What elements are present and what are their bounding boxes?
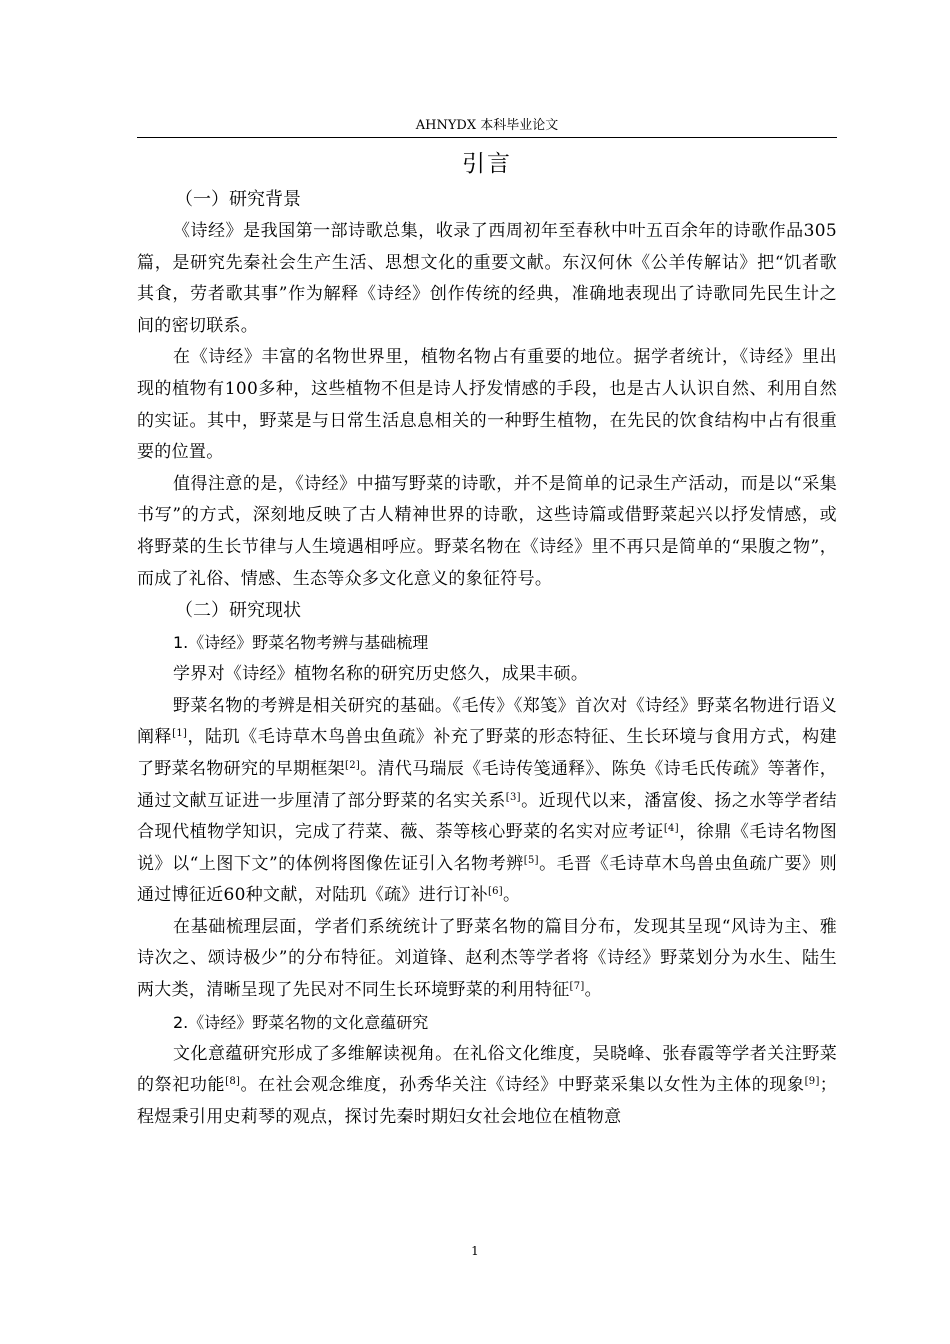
paragraph: 《诗经》是我国第一部诗歌总集，收录了西周初年至春秋中叶五百余年的诗歌作品305篇，是研究先秦社会生产生活、思想文化的重要文献。东汉何休《公羊传解诂》把“饥者歌其食，劳者歌其事”作为解释《诗经》创作传统的经典，准确地表现出了诗歌同先民生计之间的密切联系。 [137, 221, 837, 336]
citation-ref: [2] [345, 759, 361, 771]
text-run: ；程煜秉引用史莉琴的观点，探讨先秦时期妇女社会地位在植物意 [137, 1075, 837, 1127]
text-run: 。毛晋《毛诗草木鸟兽虫鱼疏广要》则通过博征近60种文献，对陆玑《疏》进行订补 [137, 853, 837, 906]
text-run: 在基础梳理层面，学者们系统统计了野菜名物的篇目分布，发现其呈现“风诗为主、雅诗次之、颂诗极少”的分布特征。刘道锋、赵利杰等学者将《诗经》野菜划分为水生、陆生两大类，清晰呈现了先民对不同生长环境野菜的利用特征 [137, 916, 837, 1001]
paragraph [137, 912, 837, 1007]
text-run: 文化意蕴研究形成了多维解读视角。在礼俗文化维度，吴晓峰、张春霞等学者关注野菜的祭祀功能 [137, 1043, 837, 1096]
paragraph [137, 1039, 837, 1134]
citation-ref: [7] [569, 981, 585, 993]
paragraph: 在《诗经》丰富的名物世界里，植物名物占有重要的地位。据学者统计，《诗经》里出现的植物有100多种，这些植物不但是诗人抒发情感的手段，也是古人认识自然、利用自然的实证。其中，野菜是与日常生活息息相关的一种野生植物，在先民的饮食结构中占有很重要的位置。 [137, 347, 837, 463]
citation-ref: [9] [804, 1076, 820, 1088]
paragraph: 学界对《诗经》植物名称的研究历史悠久，成果丰硕。 [173, 664, 589, 685]
citation-ref: [6] [487, 886, 504, 898]
text-run: 。 [584, 980, 602, 1001]
paragraph [137, 691, 837, 912]
text-run: ，徐鼎《毛诗名物图说》以“上图下文”的体例将图像佐证引入名物考辨 [137, 822, 837, 874]
page-body [137, 144, 837, 1133]
text-run: 。近现代以来，潘富俊、扬之水等学者结合现代植物学知识，完成了荇菜、薇、荼等核心野菜的名实对应考证 [137, 790, 837, 843]
citation-ref: [5] [523, 854, 539, 866]
section-heading-background: （一）研究背景 [175, 189, 301, 210]
citation-ref: [3] [505, 791, 521, 803]
text-run: 野菜名物的考辨是相关研究的基础。《毛传》《郑笺》首次对《诗经》野菜名物进行语义阐释 [137, 695, 837, 748]
page-number: 1 [471, 1244, 479, 1258]
subsection-heading-2: 2.《诗经》野菜名物的文化意蕴研究 [173, 1012, 429, 1032]
subsection-heading-1: 1.《诗经》野菜名物考辨与基础梳理 [173, 633, 429, 653]
page-title: 引言 [462, 151, 512, 177]
running-header: AHNYDX 本科毕业论文 [415, 118, 559, 133]
text-run: 。在社会观念维度，孙秀华关注《诗经》中野菜采集以女性为主体的现象 [240, 1075, 805, 1096]
header-rule [137, 137, 837, 138]
paragraph: 值得注意的是，《诗经》中描写野菜的诗歌，并不是简单的记录生产活动，而是以“采集书写”的方式，深刻地反映了古人精神世界的诗歌，这些诗篇或借野菜起兴以抒发情感，或将野菜的生长节律与人生境遇相呼应。野菜名物在《诗经》里不再只是简单的“果腹之物”，而成了礼俗、情感、生态等众多文化意义的象征符号。 [137, 473, 837, 589]
text-run: 。 [503, 885, 521, 906]
text-run: ，陆玑《毛诗草木鸟兽虫鱼疏》补充了野菜的形态特征、生长环境与食用方式，构建了野菜名物研究的早期框架 [137, 727, 837, 779]
citation-ref: [8] [225, 1076, 241, 1088]
text-run: 。清代马瑞辰《毛诗传笺通释》、陈奂《诗毛氏传疏》等著作，通过文献互证进一步厘清了部分野菜的名实关系 [137, 758, 837, 811]
section-heading-status: （二）研究现状 [175, 600, 301, 622]
citation-ref: [1] [172, 728, 188, 740]
citation-ref: [4] [663, 823, 679, 835]
